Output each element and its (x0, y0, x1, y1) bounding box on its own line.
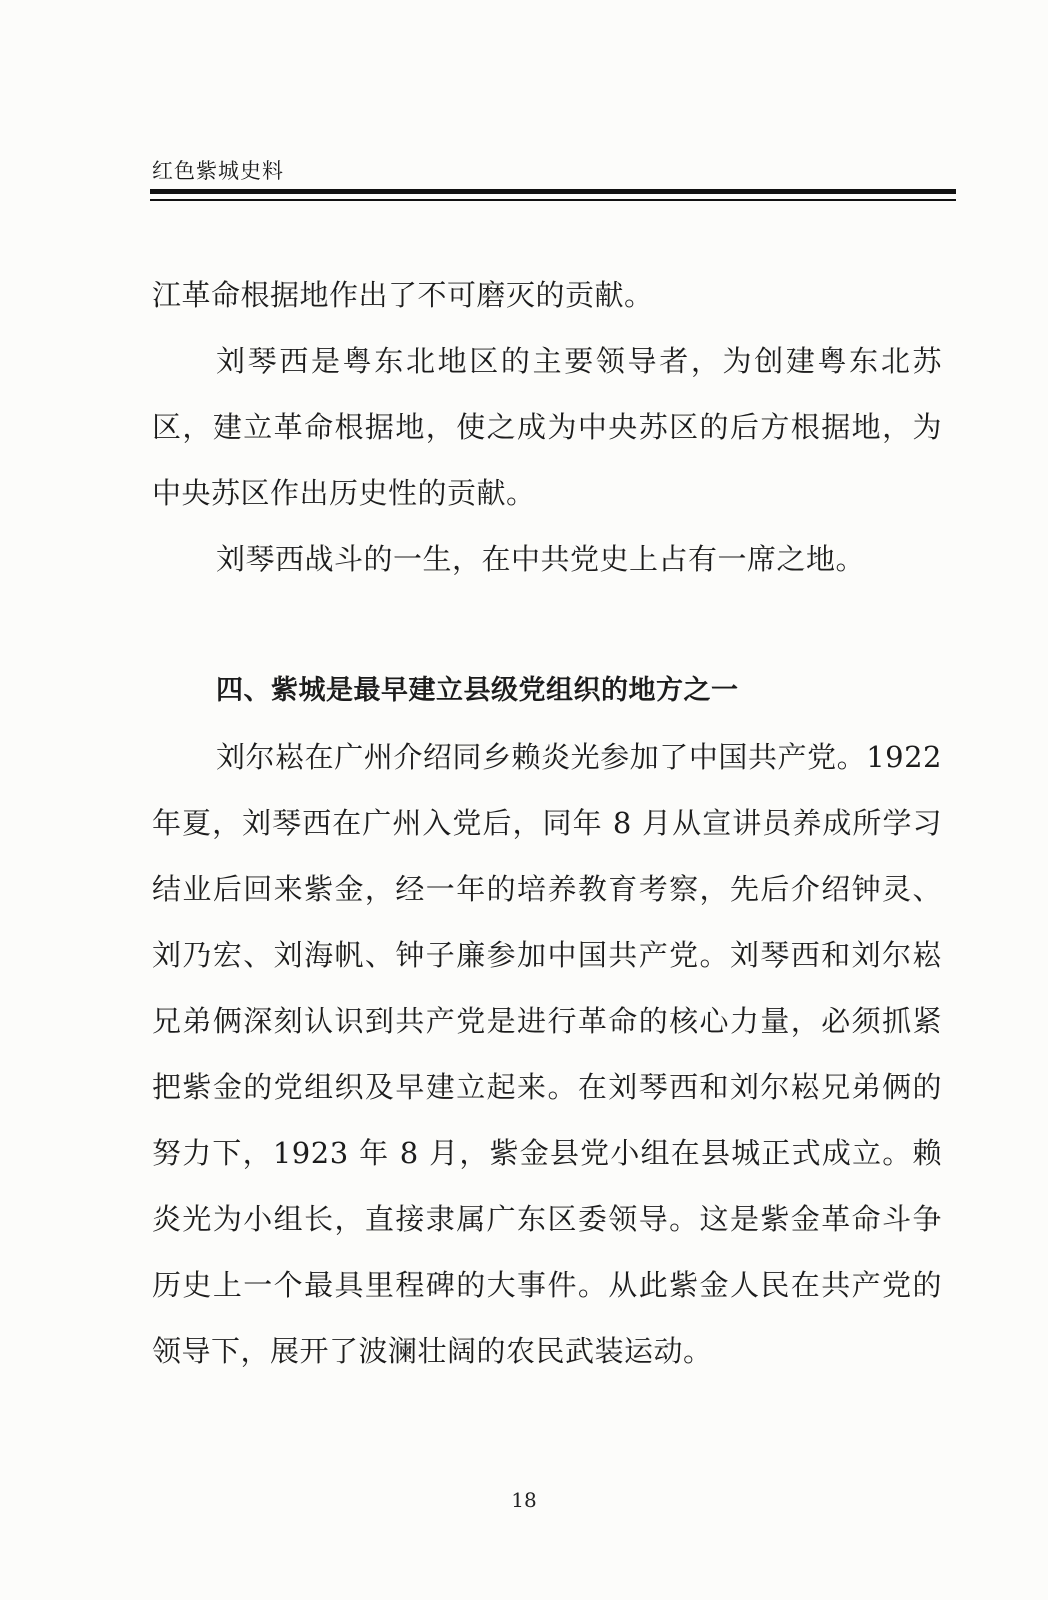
paragraph-liuqinxi-leader: 刘琴西是粤东北地区的主要领导者，为创建粤东北苏区，建立革命根据地，使之成为中央苏区的后方根据地，为中央苏区作出历史性的贡献。 (152, 344, 942, 510)
page-body (152, 262, 942, 1384)
paragraph-party-founding: 刘尔崧在广州介绍同乡赖炎光参加了中国共产党。1922 年夏，刘琴西在广州入党后，同年 8 月从宣讲员养成所学习结业后回来紫金，经一年的培养教育考察，先后介绍钟灵、刘乃宏、刘海帆、钟子廉参加中国共产党。刘琴西和刘尔崧兄弟俩深刻认识到共产党是进行革命的核心力量，必须抓紧把紫金的党组织及早建立起来。在刘琴西和刘尔崧兄弟俩的努力下，1923 年 8 月，紫金县党小组在县城正式成立。赖炎光为小组长，直接隶属广东区委领导。这是紫金革命斗争历史上一个最具里程碑的大事件。从此紫金人民在共产党的领导下，展开了波澜壮阔的农民武装运动。 (152, 740, 942, 1368)
paragraph-continued: 江革命根据地作出了不可磨灭的贡献。 (152, 278, 654, 312)
page-number: 18 (511, 1488, 537, 1512)
running-header-title: 红色紫城史料 (152, 159, 284, 183)
header-rule-thick (150, 189, 956, 194)
paragraph-liuqinxi-life: 刘琴西战斗的一生，在中共党史上占有一席之地。 (216, 542, 866, 576)
section-heading: 四、紫城是最早建立县级党组织的地方之一 (216, 675, 739, 706)
header-rule-thin (150, 199, 956, 201)
